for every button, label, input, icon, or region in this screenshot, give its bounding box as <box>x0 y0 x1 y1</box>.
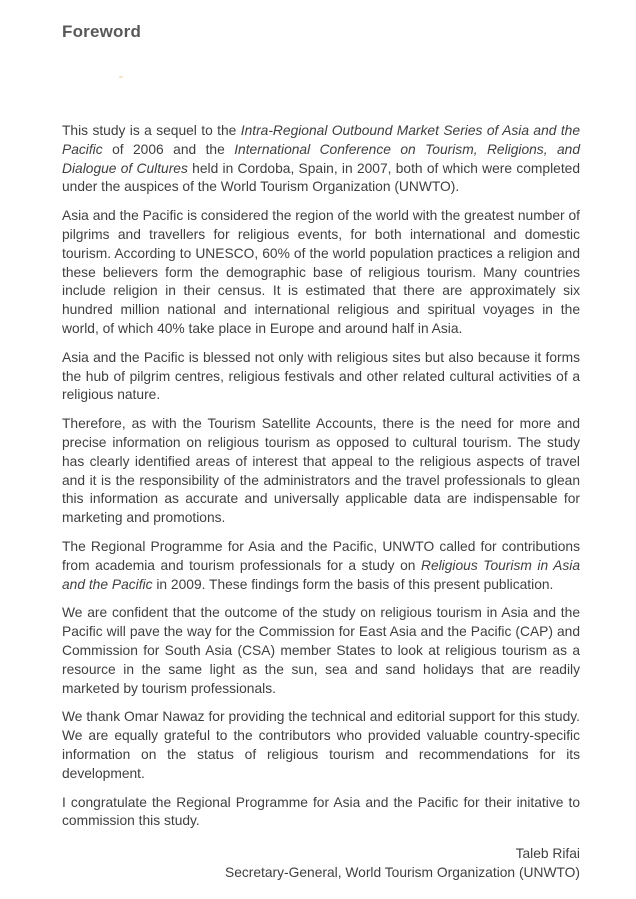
text-run: Therefore, as with the Tourism Satellite Accounts, there is the need for more and precise information on religious tourism as opposed to cultural tourism. The study has clearly identified areas of interest that appeal to the religious aspects of travel and it is the responsibility of the administrators and the travel professionals to glean this information as accurate and universally applicable data are indispensable for marketing and promotions. <box>62 416 580 526</box>
paragraph-8 <box>62 794 580 832</box>
scan-artifact <box>119 76 123 78</box>
text-run: This study is a sequel to the <box>62 123 241 138</box>
paragraph-3 <box>62 349 580 405</box>
text-run: We are confident that the outcome of the study on religious tourism in Asia and the Pacific will pave the way for the Commission for East Asia and the Pacific (CAP) and Commission for South Asia (CSA) member States to look at religious tourism as a resource in the same light as the sun, sea and sand holidays that are readily marketed by tourism professionals. <box>62 605 580 696</box>
text-run: held in Cordoba, Spain, in 2007, both of which were completed under the auspices of the World Tourism Organization (UNWTO). <box>62 160 581 195</box>
paragraph-7 <box>62 708 580 783</box>
signature-role: Secretary-General, World Tourism Organization (UNWTO) <box>225 864 580 880</box>
paragraph-4 <box>62 415 580 528</box>
text-run: The Regional Programme for Asia and the Pacific, UNWTO called for contributions from academia and tourism professionals for a study on <box>62 538 580 573</box>
signature-name: Taleb Rifai <box>515 846 580 862</box>
paragraph-2 <box>62 207 580 339</box>
text-run: We thank Omar Nawaz for providing the technical and editorial support for this study. We are equally grateful to the contributors who provided valuable country-specific information on the status of religious tourism and recommendations for its development. <box>62 709 580 781</box>
paragraph-6 <box>62 604 580 698</box>
text-run: of 2006 and the <box>102 141 235 157</box>
text-run: Asia and the Pacific is blessed not only with religious sites but also because it forms the hub of pilgrim centres, religious festivals and other related cultural activities of a religious nature. <box>62 349 580 403</box>
text-run: Asia and the Pacific is considered the region of the world with the greatest number of pilgrims and travellers for religious events, for both international and domestic tourism. According to UNESCO, 60% of the world population practices a religion and these believers form the demographic base of religious tourism. Many countries include religion in their census. It is estimated that there are approximately six hundred million national and international religious and spiritual voyages in the world, of which 40% take place in Europe and around half in Asia. <box>62 208 580 336</box>
paragraph-5 <box>62 538 580 594</box>
page-title: Foreword <box>62 22 142 41</box>
text-run-italic: International Conference on Tourism, Religions, and Dialogue of Cultures <box>62 141 580 176</box>
text-run: in 2009. These findings form the basis of this present publication. <box>152 576 554 592</box>
paragraph-1 <box>62 122 580 197</box>
signature-block <box>62 845 580 883</box>
text-run-italic: Religious Tourism in Asia and the Pacific <box>62 557 580 592</box>
text-run-italic: Intra-Regional Outbound Market Series of Asia and the Pacific <box>62 123 581 157</box>
foreword-body <box>62 122 580 831</box>
text-run: I congratulate the Regional Programme for Asia and the Pacific for their initative to commission this study. <box>62 794 580 829</box>
